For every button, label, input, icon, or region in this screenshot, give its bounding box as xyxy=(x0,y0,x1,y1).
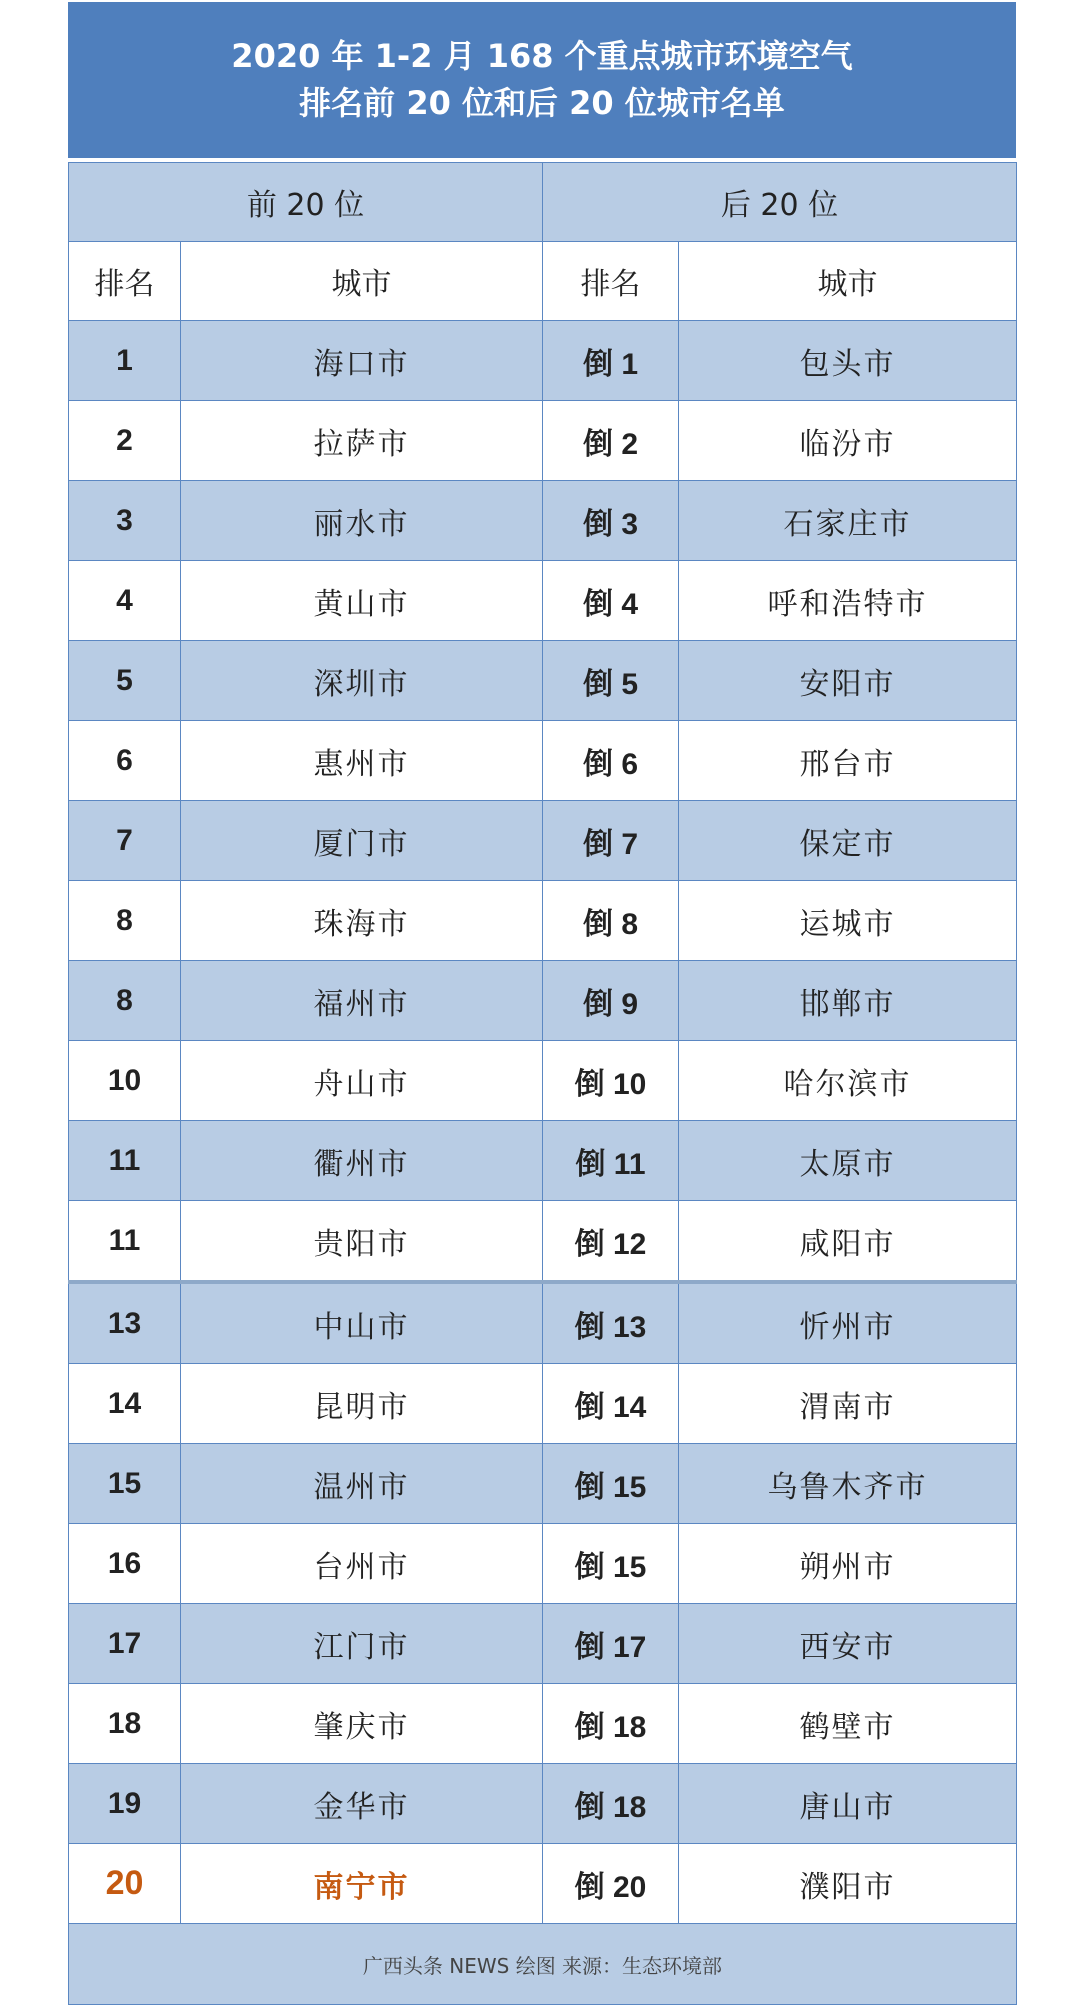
bottom-rank-cell: 倒 13 xyxy=(543,1282,679,1364)
top-city-cell: 深圳市 xyxy=(181,641,543,721)
top-rank-cell: 18 xyxy=(69,1684,181,1764)
top-city-column-header: 城市 xyxy=(181,242,543,321)
top-rank-cell: 1 xyxy=(69,321,181,401)
top-rank-cell: 2 xyxy=(69,401,181,481)
table-row xyxy=(69,1764,1017,1844)
source-note: 广西头条 NEWS 绘图 来源：生态环境部 xyxy=(69,1924,1017,2005)
bottom-rank-cell: 倒 17 xyxy=(543,1604,679,1684)
bottom-city-cell: 石家庄市 xyxy=(679,481,1017,561)
top-city-cell: 衢州市 xyxy=(181,1121,543,1201)
top-rank-cell: 14 xyxy=(69,1364,181,1444)
top-rank-cell: 3 xyxy=(69,481,181,561)
bottom-city-cell: 邢台市 xyxy=(679,721,1017,801)
bottom-20-header: 后 20 位 xyxy=(543,163,1017,242)
table-row xyxy=(69,961,1017,1041)
bottom-city-cell: 西安市 xyxy=(679,1604,1017,1684)
bottom-city-cell: 哈尔滨市 xyxy=(679,1041,1017,1121)
bottom-city-column-header: 城市 xyxy=(679,242,1017,321)
bottom-rank-cell: 倒 12 xyxy=(543,1201,679,1283)
footer-row xyxy=(69,1924,1017,2005)
table-row xyxy=(69,1121,1017,1201)
top-rank-cell: 16 xyxy=(69,1524,181,1604)
table-row xyxy=(69,1364,1017,1444)
top-city-cell: 江门市 xyxy=(181,1604,543,1684)
table-row xyxy=(69,1684,1017,1764)
bottom-city-cell: 唐山市 xyxy=(679,1764,1017,1844)
top-city-cell: 福州市 xyxy=(181,961,543,1041)
group-header-row xyxy=(69,163,1017,242)
bottom-rank-cell: 倒 5 xyxy=(543,641,679,721)
bottom-rank-cell: 倒 18 xyxy=(543,1764,679,1844)
bottom-rank-cell: 倒 1 xyxy=(543,321,679,401)
top-city-cell: 丽水市 xyxy=(181,481,543,561)
bottom-city-cell: 邯郸市 xyxy=(679,961,1017,1041)
title-line-1: 2020 年 1-2 月 168 个重点城市环境空气 xyxy=(231,37,853,75)
title-banner xyxy=(68,2,1016,162)
bottom-city-cell: 鹤壁市 xyxy=(679,1684,1017,1764)
bottom-rank-cell: 倒 18 xyxy=(543,1684,679,1764)
top-city-cell: 厦门市 xyxy=(181,801,543,881)
bottom-city-cell: 临汾市 xyxy=(679,401,1017,481)
bottom-city-cell: 咸阳市 xyxy=(679,1201,1017,1283)
bottom-rank-cell: 倒 9 xyxy=(543,961,679,1041)
top-rank-cell: 8 xyxy=(69,881,181,961)
bottom-rank-cell: 倒 2 xyxy=(543,401,679,481)
bottom-city-cell: 安阳市 xyxy=(679,641,1017,721)
top-city-cell: 温州市 xyxy=(181,1444,543,1524)
table-row xyxy=(69,1201,1017,1283)
table-row xyxy=(69,481,1017,561)
top-rank-cell: 10 xyxy=(69,1041,181,1121)
top-city-cell: 肇庆市 xyxy=(181,1684,543,1764)
bottom-city-cell: 呼和浩特市 xyxy=(679,561,1017,641)
top-city-cell: 珠海市 xyxy=(181,881,543,961)
top-city-cell: 昆明市 xyxy=(181,1364,543,1444)
bottom-city-cell: 太原市 xyxy=(679,1121,1017,1201)
top-city-cell: 海口市 xyxy=(181,321,543,401)
bottom-city-cell: 朔州市 xyxy=(679,1524,1017,1604)
top-rank-cell: 6 xyxy=(69,721,181,801)
bottom-city-cell: 忻州市 xyxy=(679,1282,1017,1364)
bottom-city-cell: 包头市 xyxy=(679,321,1017,401)
table-row xyxy=(69,1444,1017,1524)
top-rank-cell: 11 xyxy=(69,1201,181,1283)
bottom-rank-column-header: 排名 xyxy=(543,242,679,321)
top-rank-cell: 8 xyxy=(69,961,181,1041)
top-rank-cell: 19 xyxy=(69,1764,181,1844)
bottom-city-cell: 乌鲁木齐市 xyxy=(679,1444,1017,1524)
bottom-rank-cell: 倒 15 xyxy=(543,1524,679,1604)
table-row xyxy=(69,721,1017,801)
top-city-cell: 黄山市 xyxy=(181,561,543,641)
bottom-rank-cell: 倒 3 xyxy=(543,481,679,561)
table-row xyxy=(69,1524,1017,1604)
ranking-sheet xyxy=(68,2,1016,2005)
bottom-rank-cell: 倒 11 xyxy=(543,1121,679,1201)
bottom-rank-cell: 倒 6 xyxy=(543,721,679,801)
top-city-cell: 中山市 xyxy=(181,1282,543,1364)
table-row xyxy=(69,881,1017,961)
top-rank-column-header: 排名 xyxy=(69,242,181,321)
bottom-rank-cell: 倒 10 xyxy=(543,1041,679,1121)
top-20-header: 前 20 位 xyxy=(69,163,543,242)
bottom-rank-cell: 倒 15 xyxy=(543,1444,679,1524)
bottom-rank-cell: 倒 4 xyxy=(543,561,679,641)
top-rank-cell: 7 xyxy=(69,801,181,881)
bottom-city-cell: 运城市 xyxy=(679,881,1017,961)
table-row xyxy=(69,1041,1017,1121)
table-row xyxy=(69,401,1017,481)
bottom-city-cell: 濮阳市 xyxy=(679,1844,1017,1924)
top-city-cell: 台州市 xyxy=(181,1524,543,1604)
table-row xyxy=(69,1604,1017,1684)
bottom-rank-cell: 倒 20 xyxy=(543,1844,679,1924)
top-rank-cell: 13 xyxy=(69,1282,181,1364)
top-city-cell: 南宁市 xyxy=(181,1844,543,1924)
title-line-2: 排名前 20 位和后 20 位城市名单 xyxy=(299,84,785,122)
ranking-table xyxy=(68,162,1017,2005)
table-row xyxy=(69,321,1017,401)
table-row xyxy=(69,1282,1017,1364)
top-city-cell: 舟山市 xyxy=(181,1041,543,1121)
table-row xyxy=(69,641,1017,721)
top-rank-cell: 5 xyxy=(69,641,181,721)
top-rank-cell: 4 xyxy=(69,561,181,641)
bottom-city-cell: 保定市 xyxy=(679,801,1017,881)
column-header-row xyxy=(69,242,1017,321)
bottom-rank-cell: 倒 14 xyxy=(543,1364,679,1444)
top-rank-cell: 20 xyxy=(69,1844,181,1924)
top-city-cell: 金华市 xyxy=(181,1764,543,1844)
top-city-cell: 拉萨市 xyxy=(181,401,543,481)
bottom-rank-cell: 倒 8 xyxy=(543,881,679,961)
table-row xyxy=(69,801,1017,881)
table-row xyxy=(69,1844,1017,1924)
top-city-cell: 惠州市 xyxy=(181,721,543,801)
bottom-rank-cell: 倒 7 xyxy=(543,801,679,881)
top-rank-cell: 17 xyxy=(69,1604,181,1684)
bottom-city-cell: 渭南市 xyxy=(679,1364,1017,1444)
top-city-cell: 贵阳市 xyxy=(181,1201,543,1283)
top-rank-cell: 15 xyxy=(69,1444,181,1524)
table-row xyxy=(69,561,1017,641)
top-rank-cell: 11 xyxy=(69,1121,181,1201)
